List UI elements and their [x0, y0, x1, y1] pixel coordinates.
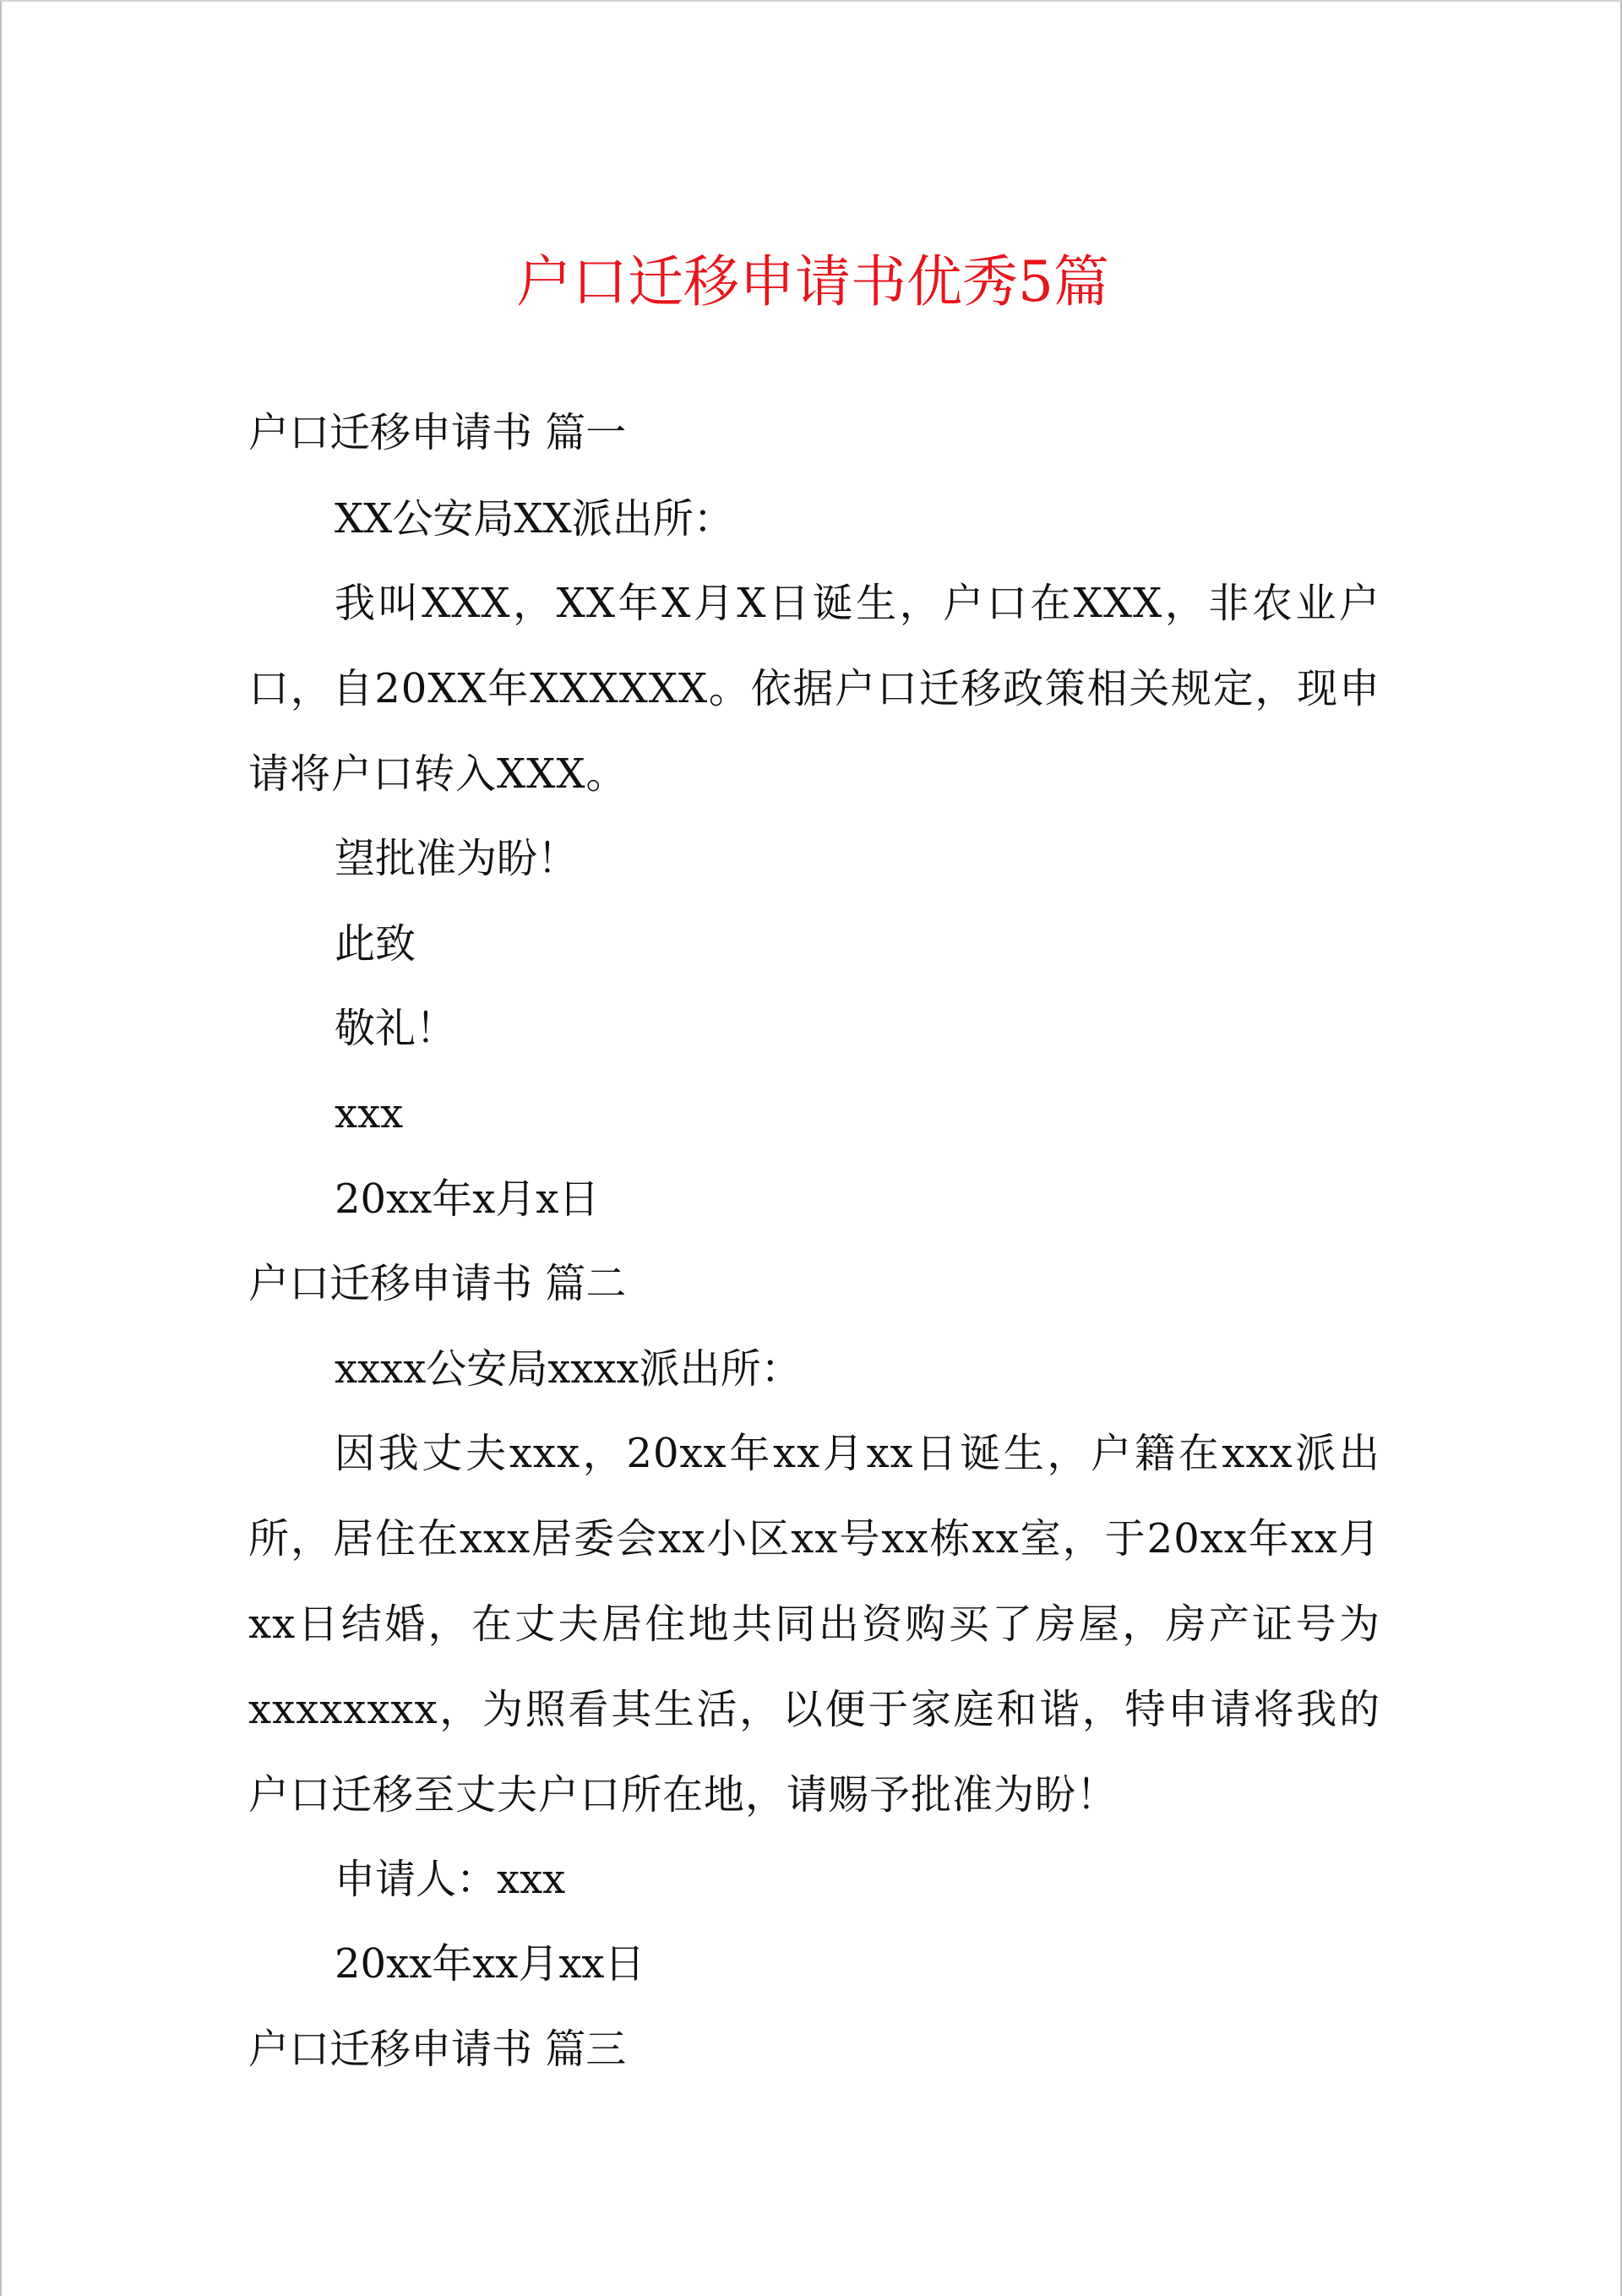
salutation-1: XX公安局XX派出所：: [335, 495, 734, 543]
applicant-2: 申请人：xxx: [335, 1856, 566, 1903]
salutation-2: xxxx公安局xxxx派出所：: [335, 1345, 802, 1393]
section-heading-2: 户口迁移申请书 篇二: [248, 1260, 627, 1307]
closing-salute-1: 敬礼！: [335, 1005, 457, 1052]
date-1: 20xx年x月x日: [335, 1175, 600, 1223]
closing-request-1: 望批准为盼！: [335, 835, 579, 882]
document-title: 户口迁移申请书优秀5篇: [516, 249, 1109, 314]
signer-1: xxx: [335, 1090, 404, 1137]
date-2: 20xx年xx月xx日: [335, 1940, 645, 1988]
body-paragraph-2: 因我丈夫xxx，20xx年xx月xx日诞生，户籍在xxx派出所，居住在xxx居委会xx小区xx号xx栋xx室，于20xx年xx月xx日结婚，在丈夫居住地共同出资购买了房屋，房产证号为xxxxxxxx，为照看其生活，以便于家庭和谐，特申请将我的户口迁移至丈夫户口所在地，请赐予批准为盼！: [248, 1430, 1380, 1819]
body-paragraph-1: 我叫XXX，XX年X月X日诞生，户口在XXX，非农业户口，自20XX年XXXXXX。依据户口迁移政策相关规定，现申请将户口转入XXX。: [248, 580, 1380, 798]
closing-greeting-1: 此致: [335, 920, 416, 968]
section-heading-1: 户口迁移申请书 篇一: [248, 409, 627, 456]
section-heading-3: 户口迁移申请书 篇三: [248, 2026, 627, 2073]
